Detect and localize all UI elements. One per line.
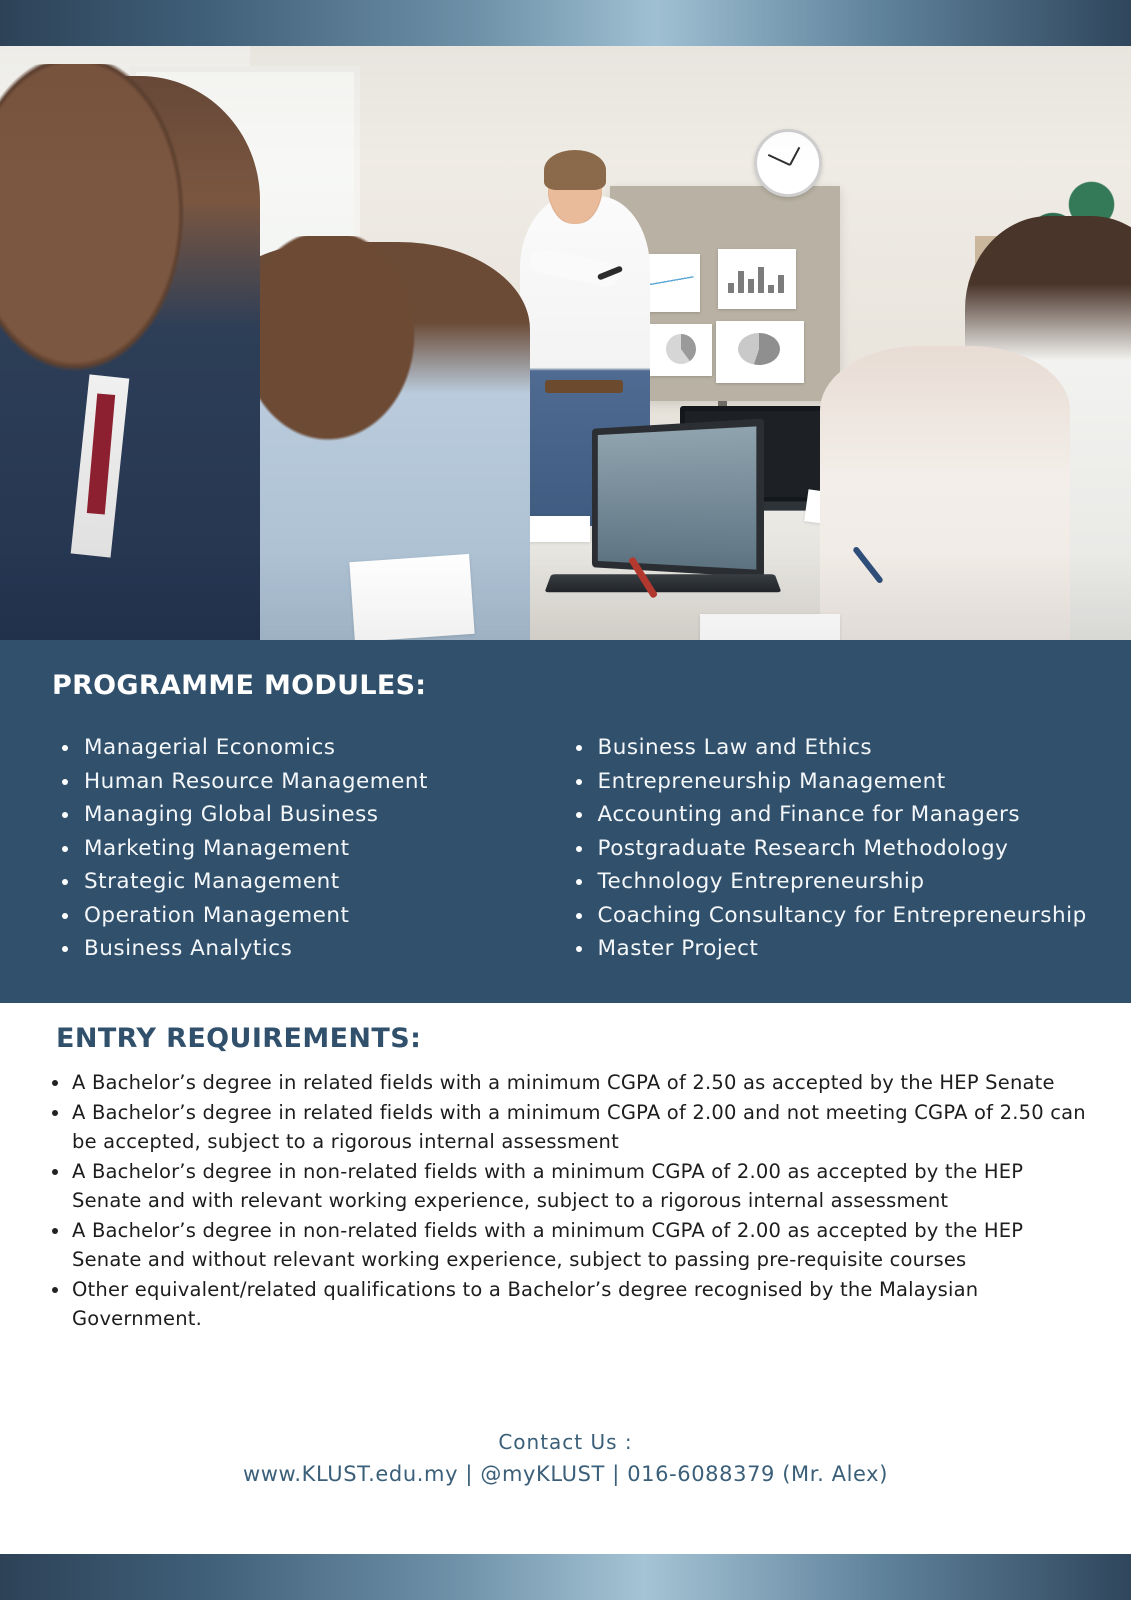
module-item: Managerial Economics bbox=[52, 731, 566, 765]
entry-requirement-item: A Bachelor’s degree in related fields with a minimum CGPA of 2.00 and not meeting CGPA of 2.50 can be accepted, subject to a rigorous internal assessment bbox=[44, 1098, 1087, 1156]
entry-requirement-item: A Bachelor’s degree in non-related fields with a minimum CGPA of 2.00 as accepted by the HEP Senate and without relevant working experience, subject to passing pre-requisite courses bbox=[44, 1216, 1087, 1274]
programme-modules-section bbox=[0, 640, 1131, 1003]
entry-requirement-item: A Bachelor’s degree in related fields with a minimum CGPA of 2.50 as accepted by the HEP Senate bbox=[44, 1068, 1087, 1097]
module-item: Managing Global Business bbox=[52, 798, 566, 832]
meeting-photo bbox=[0, 46, 1131, 640]
top-gradient-bar bbox=[0, 0, 1131, 46]
modules-column-right bbox=[566, 731, 1087, 966]
contact-block bbox=[0, 1430, 1131, 1486]
module-item: Postgraduate Research Methodology bbox=[566, 832, 1080, 866]
contact-details[interactable]: www.KLUST.edu.my | @myKLUST | 016-6088379 (Mr. Alex) bbox=[242, 1462, 889, 1486]
module-item: Operation Management bbox=[52, 899, 566, 933]
contact-label: Contact Us : bbox=[498, 1430, 633, 1454]
entry-requirement-item: A Bachelor’s degree in non-related fields with a minimum CGPA of 2.00 as accepted by the HEP Senate and with relevant working experience, subject to a rigorous internal assessment bbox=[44, 1157, 1087, 1215]
photo-vignette bbox=[0, 46, 1131, 640]
bottom-white-spacer bbox=[0, 1540, 1131, 1554]
module-item: Accounting and Finance for Managers bbox=[566, 798, 1080, 832]
module-item: Business Law and Ethics bbox=[566, 731, 1080, 765]
bottom-gradient-bar bbox=[0, 1554, 1131, 1600]
module-item: Entrepreneurship Management bbox=[566, 765, 1080, 799]
module-item: Marketing Management bbox=[52, 832, 566, 866]
programme-modules-heading: PROGRAMME MODULES: bbox=[52, 670, 427, 701]
entry-requirements-heading: ENTRY REQUIREMENTS: bbox=[56, 1023, 422, 1054]
module-item: Technology Entrepreneurship bbox=[566, 865, 1080, 899]
module-item: Coaching Consultancy for Entrepreneurship bbox=[566, 899, 1080, 933]
entry-requirement-item: Other equivalent/related qualifications to a Bachelor’s degree recognised by the Malaysian Government. bbox=[44, 1275, 1087, 1333]
module-item: Business Analytics bbox=[52, 932, 566, 966]
entry-requirements-section bbox=[0, 1003, 1131, 1334]
module-item: Human Resource Management bbox=[52, 765, 566, 799]
modules-column-left bbox=[52, 731, 566, 966]
module-item: Strategic Management bbox=[52, 865, 566, 899]
module-item: Master Project bbox=[566, 932, 1080, 966]
